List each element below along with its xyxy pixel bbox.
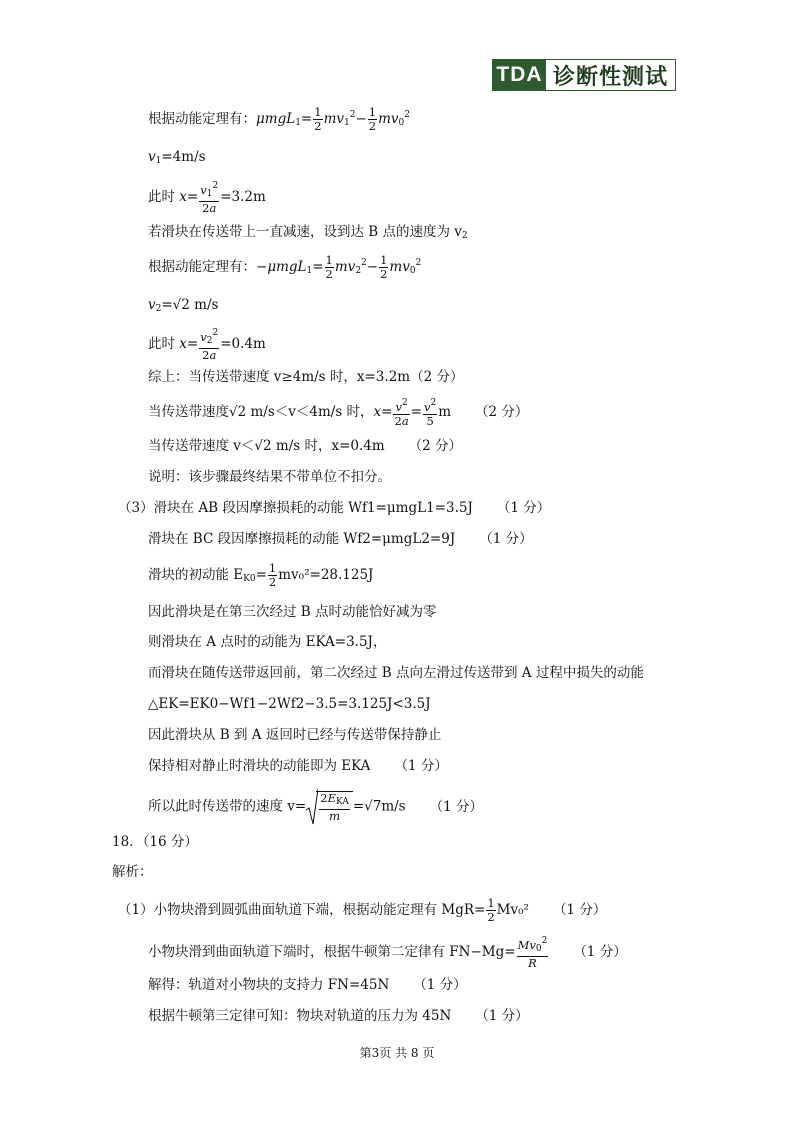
line-summary-2: 当传送带速度√2 m/s＜v＜4m/s 时，x= $\frac{v^2}{2a}$ = $\frac{v^2}{5}$ m （2 分） bbox=[148, 398, 529, 428]
line-q18-3: 解得：轨道对小物块的支持力 FN=45N （1 分） bbox=[148, 977, 467, 993]
line-part3-9: 保持相对静止时滑块的动能即为 EKA （1 分） bbox=[148, 758, 448, 774]
logo-tda: TDA bbox=[493, 60, 546, 90]
line-energy-theorem-1: 根据动能定理有：μmgL$_1$= $\frac{1}{2}$ $mv_1^2-$ $\frac{1}{2}$ $mv_0^2$ bbox=[148, 105, 411, 133]
line-note: 说明：该步骤最终结果不带单位不扣分。 bbox=[148, 469, 391, 485]
line-x1: 此时 x= $\frac{v_1^2}{2a}$ =3.2m bbox=[148, 181, 266, 215]
line-energy-theorem-2: 根据动能定理有：−μmgL$_1$= $\frac{1}{2}$ $mv_2^2-$ $\frac{1}{2}$ $mv_0^2$ bbox=[148, 253, 422, 281]
line-q18-2: 小物块滑到曲面轨道下端时，根据牛顿第二定律有 FN−Mg= $\frac{Mv_0^2}{R}$ （1 分） bbox=[148, 936, 627, 970]
line-part3-8: 因此滑块从 B 到 A 返回时已经与传送带保持静止 bbox=[148, 727, 442, 743]
line-q18-1: （1）小物块滑到圆弧曲面轨道下端，根据动能定理有 MgR= $\frac{1}{2}$ Mv₀² （1 分） bbox=[118, 896, 607, 924]
line-x2: 此时 x= $\frac{v_2^2}{2a}$ =0.4m bbox=[148, 328, 266, 362]
line-part3-4: 因此滑块是在第三次经过 B 点时动能恰好减为零 bbox=[148, 604, 437, 620]
line-part3-1: （3）滑块在 AB 段因摩擦损耗的动能 Wf1=μmgL1=3.5J （1 分） bbox=[118, 500, 551, 516]
line-part3-5: 则滑块在 A 点时的动能为 EKA=3.5J， bbox=[148, 634, 387, 650]
line-summary-3: 当传送带速度 v＜√2 m/s 时，x=0.4m （2 分） bbox=[148, 438, 463, 454]
line-decelerate: 若滑块在传送带上一直减速，设到达 B 点的速度为 $v_2$ bbox=[148, 224, 468, 241]
line-part3-2: 滑块在 BC 段因摩擦损耗的动能 Wf2=μmgL2=9J （1 分） bbox=[148, 531, 533, 547]
sqrt-expression: $\frac{2E_{KA}}{m}$ bbox=[306, 788, 353, 826]
line-q18: 18．（16 分） bbox=[112, 834, 198, 850]
logo-text: 诊断性测试 bbox=[546, 60, 675, 90]
line-part3-3: 滑块的初动能 $E_{K0}=$ $\frac{1}{2}$ mv₀²=28.125J bbox=[148, 561, 374, 589]
page-footer: 第3页 共 8 页 bbox=[359, 1046, 435, 1060]
line-q18-4: 根据牛顿第三定律可知：物块对轨道的压力为 45N （1 分） bbox=[148, 1008, 529, 1024]
line-v1: $v_1=4m/s$ bbox=[148, 149, 206, 166]
line-part3-7: △EK=EK0−Wf1−2Wf2−3.5=3.125J<3.5J bbox=[148, 696, 431, 712]
line-part3-10: 所以此时传送带的速度 v= $\frac{2E_{KA}}{m}$ =√7m/s （1 分） bbox=[148, 788, 483, 826]
tda-logo bbox=[492, 59, 676, 91]
line-v2: $v_2=√2$ m/s bbox=[148, 297, 219, 314]
line-jiexi: 解析： bbox=[112, 864, 153, 880]
line-summary-1: 综上：当传送带速度 v≥4m/s 时，x=3.2m（2 分） bbox=[148, 369, 464, 385]
line-part3-6: 而滑块在随传送带返回前，第二次经过 B 点向左滑过传送带到 A 过程中损失的动能 bbox=[148, 665, 644, 681]
